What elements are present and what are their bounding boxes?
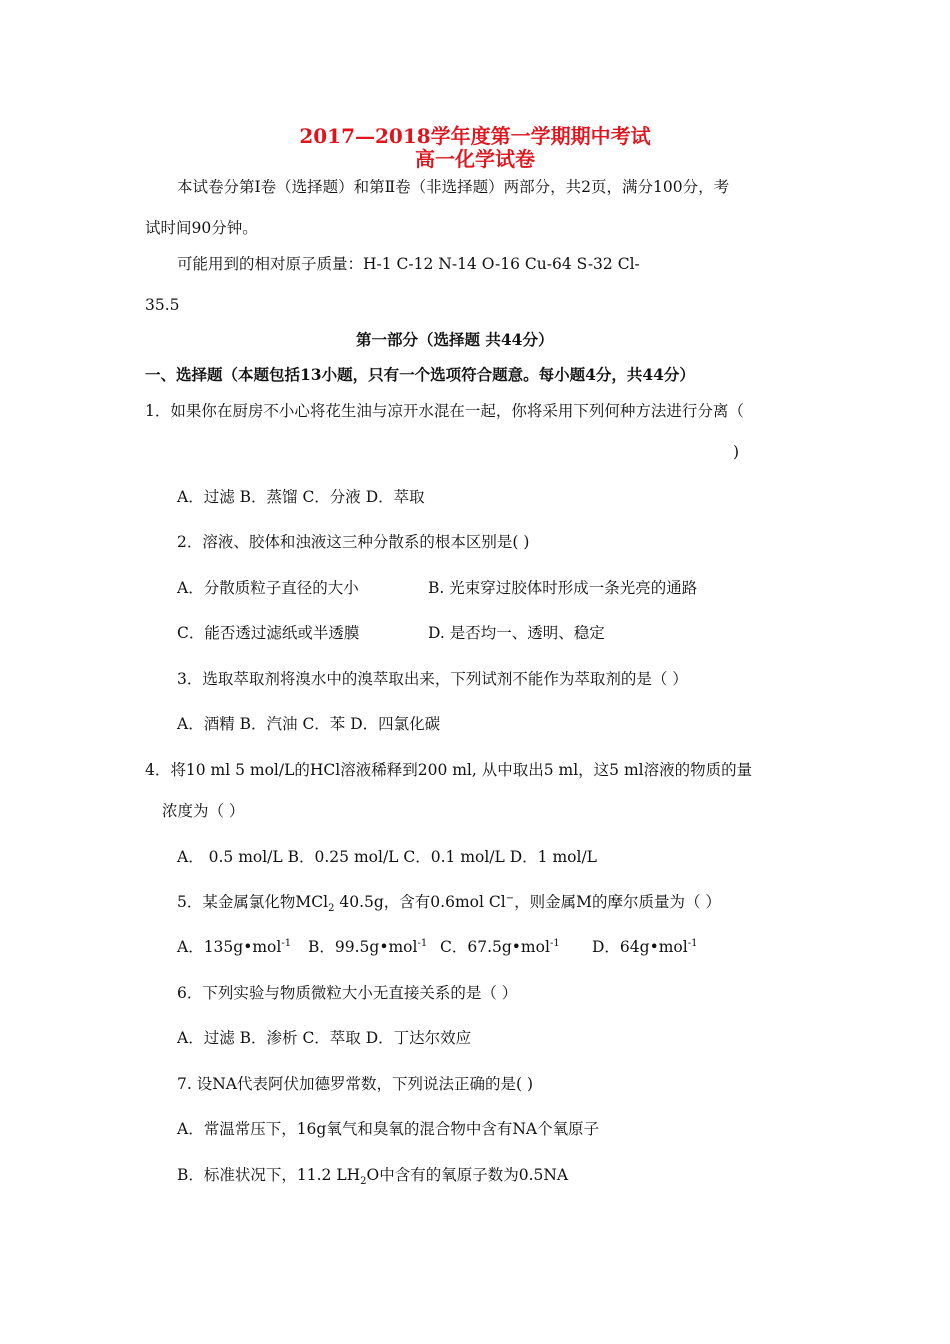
intro-line-1: 本试卷分第Ⅰ卷（选择题）和第Ⅱ卷（非选择题）两部分，共2页，满分100分，考 (177, 178, 730, 196)
question-5-option-c-text: C．67.5g•mol (440, 938, 550, 956)
question-7-option-b (177, 1165, 569, 1188)
question-5-stem-part-a: 5．某金属氯化物MCl (177, 893, 329, 911)
question-5-option-b-text: B．99.5g•mol (308, 938, 418, 956)
question-2-option-c: C．能否透过滤纸或半透膜 (177, 624, 360, 642)
question-2-option-b: B. 光束穿过胶体时形成一条光亮的通路 (428, 579, 698, 597)
question-5-option-a-text: A．135g•mol (177, 938, 282, 956)
question-5-stem-part-c: ，则金属M的摩尔质量为（ ） (514, 893, 721, 911)
question-7-option-a: A．常温常压下，16g氧气和臭氧的混合物中含有NA个氧原子 (177, 1120, 600, 1138)
exam-subtitle: 高一化学试卷 (415, 147, 535, 171)
question-7-option-b-part-b: O中含有的氧原子数为0.5NA (366, 1166, 569, 1184)
question-4-options: A． 0.5 mol/L B．0.25 mol/L C．0.1 mol/L D．1 mol/L (177, 848, 597, 866)
question-5-subscript: 2 (328, 903, 335, 915)
question-3-options: A．酒精 B．汽油 C．苯 D．四氯化碳 (177, 715, 441, 733)
question-5-option-d-text: D．64g•mol (592, 938, 688, 956)
question-4-stem-line-2: 浓度为（ ） (162, 802, 245, 820)
unit-superscript: -1 (549, 937, 560, 949)
unit-superscript: -1 (417, 937, 428, 949)
atomic-masses-line-2: 35.5 (145, 296, 180, 314)
question-5-option-b (308, 937, 427, 957)
question-1-bracket: ) (733, 443, 740, 461)
atomic-masses-line-1: 可能用到的相对原子质量：H-1 C-12 N-14 O-16 Cu-64 S-32 Cl- (177, 255, 640, 273)
question-4-stem-line-1: 4．将10 ml 5 mol/L的HCl溶液稀释到200 ml, 从中取出5 ml，这5 ml溶液的物质的量 (145, 761, 753, 779)
question-5-stem (177, 892, 721, 915)
question-2-stem: 2．溶液、胶体和浊液这三种分散系的根本区别是( ) (177, 533, 530, 551)
question-3-stem: 3．选取萃取剂将溴水中的溴萃取出来，下列试剂不能作为萃取剂的是（ ） (177, 670, 688, 688)
question-6-options: A．过滤 B．渗析 C．萃取 D．丁达尔效应 (177, 1029, 472, 1047)
question-2-option-a: A．分散质粒子直径的大小 (177, 579, 359, 597)
unit-superscript: -1 (687, 937, 698, 949)
question-1-options: A．过滤 B．蒸馏 C．分液 D．萃取 (177, 488, 425, 506)
question-5-option-d (592, 937, 697, 957)
question-7-option-b-part-a: B．标准状况下，11.2 LH (177, 1166, 361, 1184)
question-6-stem: 6．下列实验与物质微粒大小无直接关系的是（ ） (177, 984, 518, 1002)
question-7-stem: 7. 设NA代表阿伏加德罗常数，下列说法正确的是( ) (177, 1075, 533, 1093)
question-5-option-a (177, 937, 291, 957)
question-5-option-c (440, 937, 560, 957)
section-heading: 一、选择题（本题包括13小题，只有一个选项符合题意。每小题4分，共44分） (145, 365, 695, 384)
exam-title: 2017—2018学年度第一学期期中考试 (299, 124, 651, 148)
question-1-stem: 1．如果你在厨房不小心将花生油与凉开水混在一起，你将采用下列何种方法进行分离（ (145, 402, 744, 420)
part-heading: 第一部分（选择题 共44分） (356, 330, 554, 349)
question-5-stem-part-b: 40.5g，含有0.6mol Cl (334, 893, 506, 911)
question-2-option-d: D. 是否均一、透明、稳定 (428, 624, 605, 642)
question-5-superscript: − (505, 892, 515, 904)
intro-line-2: 试时间90分钟。 (145, 219, 258, 237)
unit-superscript: -1 (281, 937, 292, 949)
question-7-subscript: 2 (360, 1176, 367, 1188)
